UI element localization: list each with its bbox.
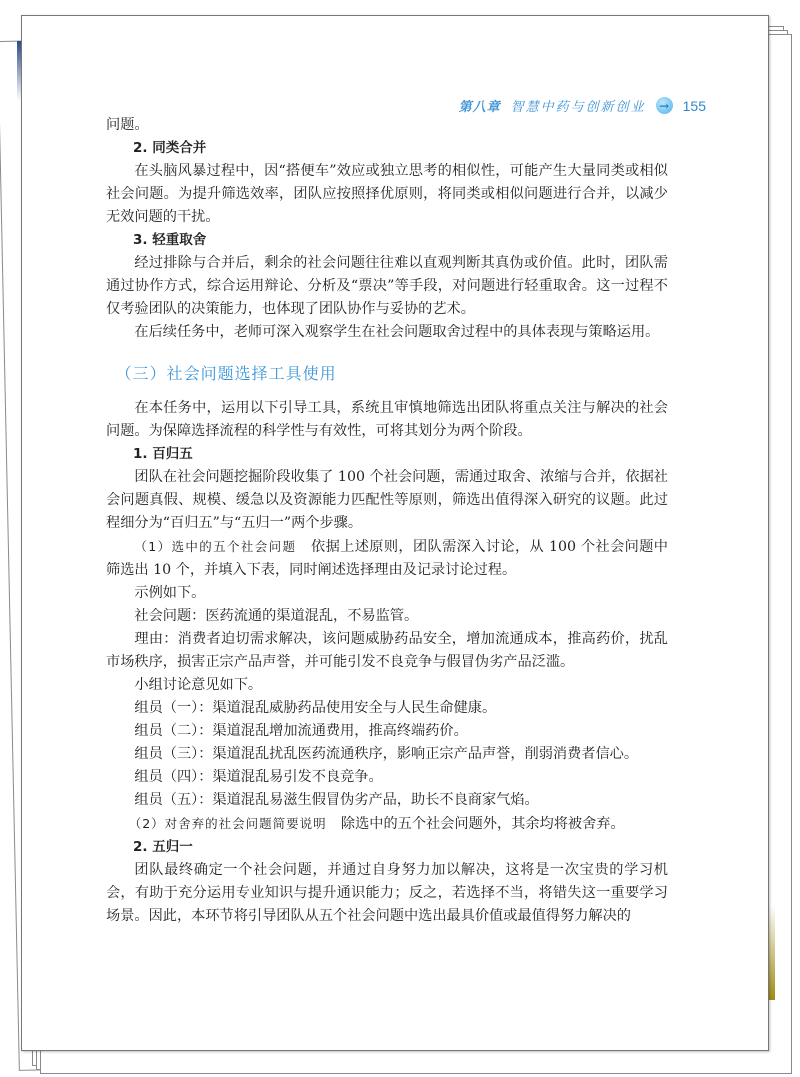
member-opinion: 组员（四）：渠道混乱易引发不良竞争。 [134, 769, 383, 785]
step-2-paragraph [106, 812, 668, 836]
paragraph: 小组讨论意见如下。 [134, 677, 263, 693]
paragraph: 理由：消费者迫切需求解决，该问题威胁药品安全，增加流通成本，推高药价，扰乱市场秩序，损害正宗产品声誉，并可能引发不良竞争与假冒伪劣产品泛滥。 [106, 631, 668, 670]
step-1-label: （1）选中的五个社会问题 [134, 539, 297, 554]
member-opinion: 组员（三）：渠道混乱扰乱医药流通秩序，影响正宗产品声誉，削弱消费者信心。 [134, 746, 639, 762]
paragraph: 问题。 [106, 117, 149, 133]
step-2-label: （2）对舍弃的社会问题简要说明 [128, 816, 327, 831]
chapter-label: 第八章 [458, 100, 501, 115]
arrow-right-circle-icon: → [656, 97, 673, 114]
member-opinion: 组员（一）：渠道混乱威胁药品使用安全与人民生命健康。 [134, 700, 497, 716]
paragraph: 社会问题：医药流通的渠道混乱，不易监管。 [134, 608, 419, 624]
section-title: （三）社会问题选择工具使用 [115, 364, 337, 383]
paragraph: 在后续任务中，老师可深入观察学生在社会问题取舍过程中的具体表现与策略运用。 [134, 324, 660, 340]
running-head [459, 96, 706, 115]
subheading-weigh: 3. 轻重取舍 [133, 232, 207, 248]
subheading-5-to-1: 2. 五归一 [133, 839, 193, 855]
chapter-title: 智慧中药与创新创业 [510, 100, 646, 115]
paragraph: 在头脑风暴过程中，因“搭便车”效应或独立思考的相似性，可能产生大量同类或相似社会问题。为提升筛选效率，团队应按照择优原则，将同类或相似问题进行合并，以减少无效问题的干扰。 [106, 163, 668, 225]
step-1-text: 依据上述原则，团队需深入讨论，从 100 个社会问题中筛选出 10 个，并填入下表，同时阐述选择理由及记录讨论过程。 [106, 539, 668, 578]
paragraph: 示例如下。 [134, 585, 206, 601]
step-1-paragraph [106, 535, 668, 582]
page-number: 155 [682, 97, 706, 114]
page-edge-olive-accent [769, 905, 775, 1000]
step-2-text: 除选中的五个社会问题外，其余均将被舍弃。 [340, 816, 625, 832]
paragraph: 团队最终确定一个社会问题，并通过自身努力加以解决，这将是一次宝贵的学习机会，有助于充分运用专业知识与提升通识能力；反之，若选择不当，将错失这一重要学习场景。因此，本环节将引导团队从五个社会问题中选出最具价值或最值得努力解决的 [106, 862, 668, 924]
paragraph: 团队在社会问题挖掘阶段收集了 100 个社会问题，需通过取舍、浓缩与合并，依据社会问题真假、规模、缓急以及资源能力匹配性等原则，筛选出值得深入研究的议题。此过程细分为“百归五”与“五归一”两个步骤。 [106, 469, 668, 531]
paragraph: 在本任务中，运用以下引导工具，系统且审慎地筛选出团队将重点关注与解决的社会问题。为保障选择流程的科学性与有效性，可将其划分为两个阶段。 [106, 400, 668, 439]
page-body [106, 114, 668, 928]
paragraph: 经过排除与合并后，剩余的社会问题往往难以直观判断其真伪或价值。此时，团队需通过协作方式，综合运用辩论、分析及“票决”等手段，对问题进行轻重取舍。这一过程不仅考验团队的决策能力，也体现了团队协作与妥协的艺术。 [106, 255, 668, 317]
subheading-merge: 2. 同类合并 [133, 140, 207, 156]
member-opinion: 组员（五）：渠道混乱易滋生假冒伪劣产品，助长不良商家气焰。 [134, 792, 539, 808]
member-opinion: 组员（二）：渠道混乱增加流通费用，推高终端药价。 [134, 723, 468, 739]
subheading-100-to-5: 1. 百归五 [133, 446, 193, 462]
